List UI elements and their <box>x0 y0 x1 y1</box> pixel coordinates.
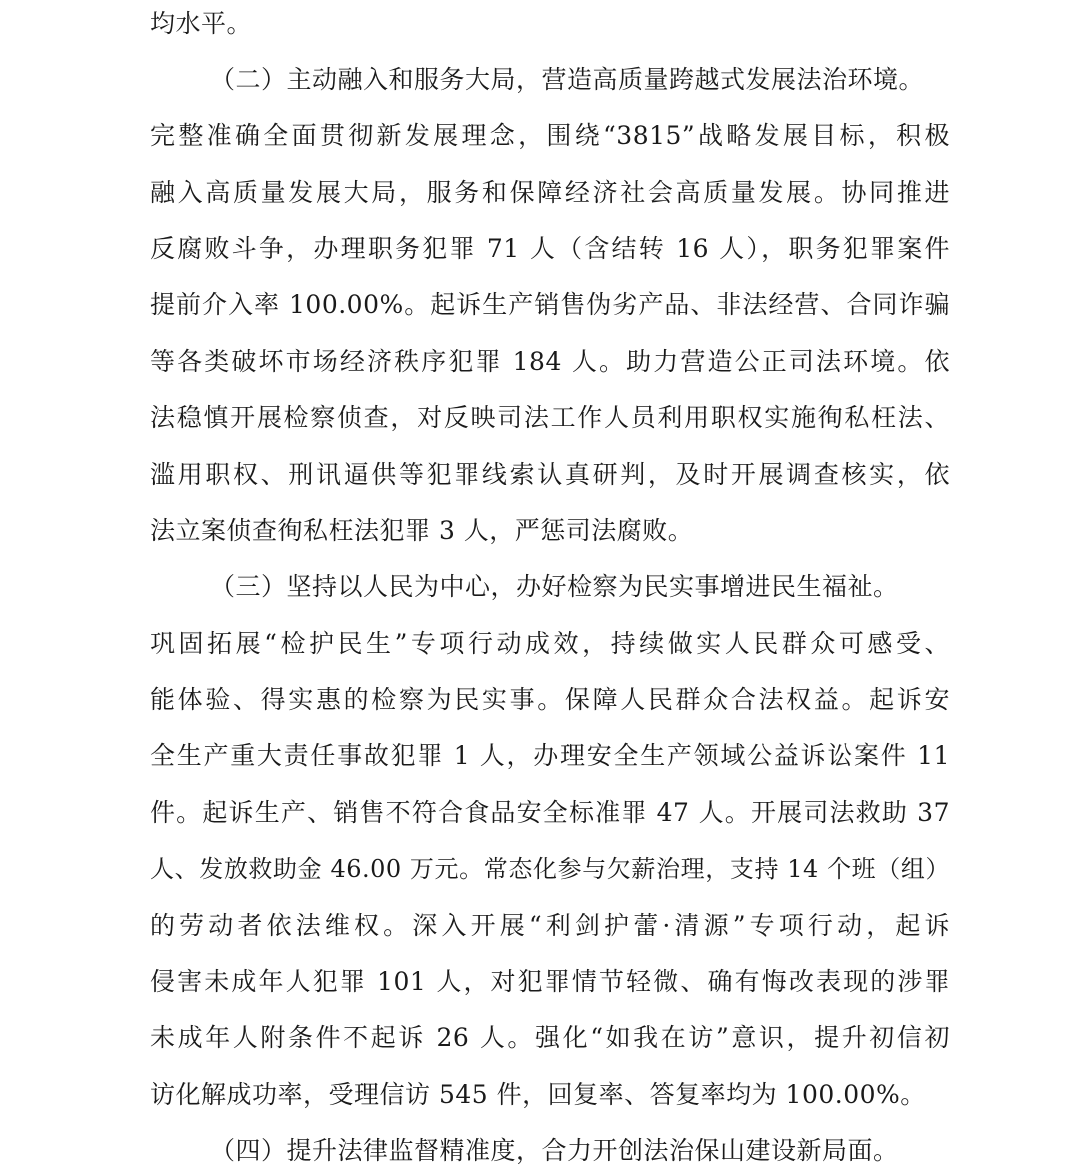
text-line-19: 未成年人附条件不起诉 26 人。强化“如我在访”意识，提升初信初 <box>150 1023 950 1052</box>
text-line-12: 巩固拓展“检护民生”专项行动成效，持续做实人民群众可感受、 <box>150 629 950 658</box>
section-heading-4: （四）提升法律监督精准度，合力开创法治保山建设新局面。 <box>210 1136 899 1165</box>
text-line-8: 法稳慎开展检察侦查，对反映司法工作人员利用职权实施徇私枉法、 <box>150 403 950 432</box>
text-line-7: 等各类破坏市场经济秩序犯罪 184 人。助力营造公正司法环境。依 <box>150 347 950 376</box>
text-line-14: 全生产重大责任事故犯罪 1 人，办理安全生产领域公益诉讼案件 11 <box>150 741 950 770</box>
text-line-18: 侵害未成年人犯罪 101 人，对犯罪情节轻微、确有悔改表现的涉罪 <box>150 967 950 996</box>
text-line-6: 提前介入率 100.00%。起诉生产销售伪劣产品、非法经营、合同诈骗 <box>150 290 950 319</box>
document-page <box>150 0 950 1174</box>
text-line-4: 融入高质量发展大局，服务和保障经济社会高质量发展。协同推进 <box>150 178 950 207</box>
text-line-17: 的劳动者依法维权。深入开展“利剑护蕾·清源”专项行动，起诉 <box>150 911 950 940</box>
text-line-10: 法立案侦查徇私枉法犯罪 3 人，严惩司法腐败。 <box>150 516 694 545</box>
section-heading-2: （二）主动融入和服务大局，营造高质量跨越式发展法治环境。 <box>210 65 925 94</box>
text-line-13: 能体验、得实惠的检察为民实事。保障人民群众合法权益。起诉安 <box>150 685 950 714</box>
text-line-1: 均水平。 <box>150 9 253 38</box>
section-heading-3: （三）坚持以人民为中心，办好检察为民实事增进民生福祉。 <box>210 572 899 601</box>
text-line-16: 人、发放救助金 46.00 万元。常态化参与欠薪治理，支持 14 个班（组） <box>150 855 950 883</box>
text-line-15: 件。起诉生产、销售不符合食品安全标准罪 47 人。开展司法救助 37 <box>150 798 950 827</box>
text-line-20: 访化解成功率，受理信访 545 件，回复率、答复率均为 100.00%。 <box>150 1080 926 1109</box>
text-line-5: 反腐败斗争，办理职务犯罪 71 人（含结转 16 人），职务犯罪案件 <box>150 234 950 263</box>
text-line-9: 滥用职权、刑讯逼供等犯罪线索认真研判，及时开展调查核实，依 <box>150 460 950 489</box>
text-line-3: 完整准确全面贯彻新发展理念，围绕“3815”战略发展目标，积极 <box>150 121 950 150</box>
